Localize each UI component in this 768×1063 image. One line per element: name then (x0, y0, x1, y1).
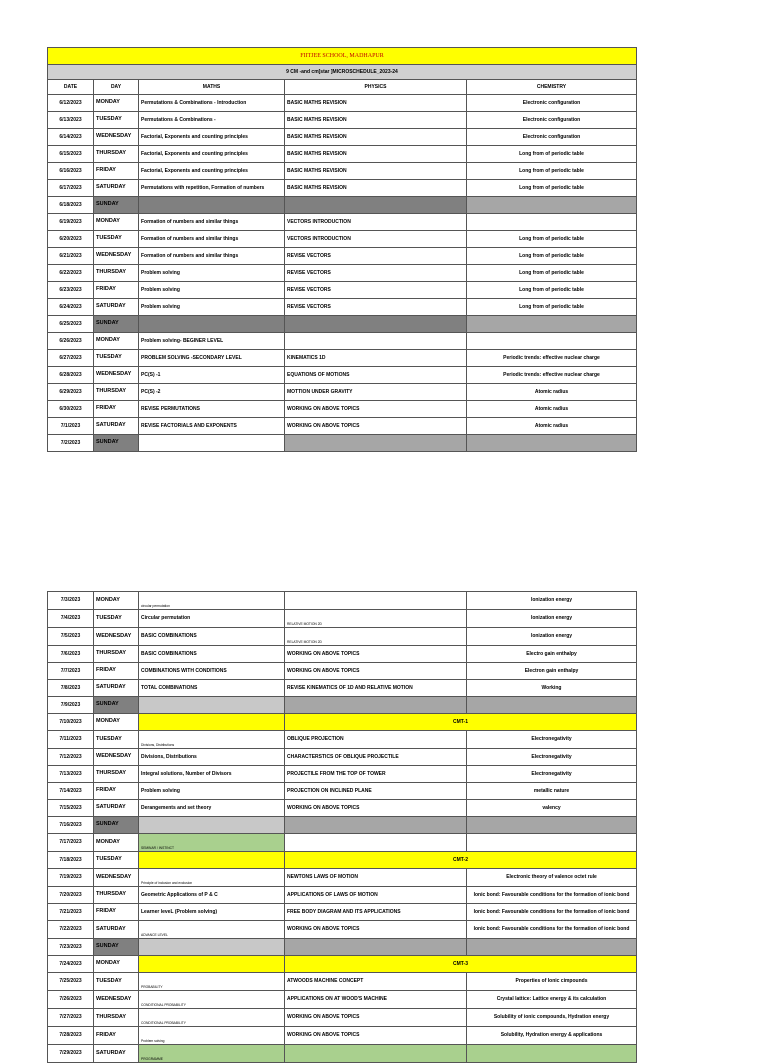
date-cell: 7/11/2023 (48, 731, 94, 749)
day-cell: TUESDAY (94, 112, 139, 129)
date-cell: 6/21/2023 (48, 248, 94, 265)
chemistry-cell (467, 834, 637, 852)
chemistry-cell (467, 316, 637, 333)
physics-cell: RELATIVE MOTION 2D (285, 610, 467, 628)
table-row (48, 146, 637, 163)
maths-cell: REVISE PERMUTATIONS (139, 401, 285, 418)
physics-cell: RELATIVE MOTION 2D (285, 628, 467, 646)
maths-cell: Permutations with repetition, Formation of numbers (139, 180, 285, 197)
day-cell: THURSDAY (94, 265, 139, 282)
table-row (48, 197, 637, 214)
table-row (48, 1045, 637, 1063)
chemistry-cell: Atomic radius (467, 401, 637, 418)
physics-cell (285, 435, 467, 452)
date-cell: 6/30/2023 (48, 401, 94, 418)
day-cell: SATURDAY (94, 680, 139, 697)
chemistry-cell (467, 697, 637, 714)
physics-cell: WORKING ON ABOVE TOPICS (285, 1009, 467, 1027)
chemistry-cell: Long from of periodic table (467, 248, 637, 265)
day-cell: MONDAY (94, 714, 139, 731)
maths-cell: Formation of numbers and similar things (139, 214, 285, 231)
table-row (48, 663, 637, 680)
maths-cell (139, 956, 285, 973)
date-cell: 6/22/2023 (48, 265, 94, 282)
chemistry-cell: Atomic radius (467, 384, 637, 401)
date-cell: 7/6/2023 (48, 646, 94, 663)
date-cell: 6/20/2023 (48, 231, 94, 248)
chemistry-cell (467, 197, 637, 214)
day-cell: SUNDAY (94, 817, 139, 834)
date-cell: 7/22/2023 (48, 921, 94, 939)
header-row (48, 80, 637, 95)
day-cell: WEDNESDAY (94, 749, 139, 766)
physics-cell (285, 316, 467, 333)
schedule-subtitle: 9 CM -and cm[star ]MICROSCHEDULE_2023-24 (48, 65, 637, 80)
table-row (48, 384, 637, 401)
date-cell: 7/17/2023 (48, 834, 94, 852)
date-cell: 7/8/2023 (48, 680, 94, 697)
date-cell: 7/15/2023 (48, 800, 94, 817)
date-cell: 6/28/2023 (48, 367, 94, 384)
maths-cell (139, 714, 285, 731)
physics-cell: WORKING ON ABOVE TOPICS (285, 646, 467, 663)
date-cell: 7/20/2023 (48, 887, 94, 904)
maths-cell: PROBLEM SOLVING -SECONDARY LEVEL (139, 350, 285, 367)
chemistry-cell (467, 435, 637, 452)
date-cell: 7/1/2023 (48, 418, 94, 435)
chemistry-cell: Long from of periodic table (467, 299, 637, 316)
subtitle-row (48, 65, 637, 80)
date-cell: 7/23/2023 (48, 939, 94, 956)
date-cell: 7/19/2023 (48, 869, 94, 887)
school-title-row (48, 48, 637, 65)
table-row (48, 333, 637, 350)
chemistry-cell: Periodic trends: effective nuclear charge (467, 367, 637, 384)
physics-cell: NEWTONS LAWS OF MOTION (285, 869, 467, 887)
maths-cell: Problem solving (139, 1027, 285, 1045)
day-cell: MONDAY (94, 95, 139, 112)
chemistry-cell: Properties of Ionic cimpounds (467, 973, 637, 991)
header-maths: MATHS (139, 80, 285, 95)
chemistry-cell: Atomic radius (467, 418, 637, 435)
chemistry-cell: Ionic bond: Favourable conditions for the formation of ionic bond (467, 887, 637, 904)
day-cell: FRIDAY (94, 282, 139, 299)
chemistry-cell: Electron gain enthalpy (467, 663, 637, 680)
date-cell: 6/18/2023 (48, 197, 94, 214)
date-cell: 6/15/2023 (48, 146, 94, 163)
day-cell: FRIDAY (94, 663, 139, 680)
day-cell: THURSDAY (94, 887, 139, 904)
physics-cell: REVISE VECTORS (285, 299, 467, 316)
day-cell: MONDAY (94, 592, 139, 610)
maths-cell: ADVANCE LEVEL (139, 921, 285, 939)
day-cell: MONDAY (94, 214, 139, 231)
day-cell: TUESDAY (94, 350, 139, 367)
maths-cell: Permutations & Combinations - (139, 112, 285, 129)
physics-cell: CHARACTERSTICS OF OBLIQUE PROJECTILE (285, 749, 467, 766)
table-row (48, 852, 637, 869)
date-cell: 7/12/2023 (48, 749, 94, 766)
chemistry-cell: Electronegativity (467, 766, 637, 783)
date-cell: 6/17/2023 (48, 180, 94, 197)
day-cell: FRIDAY (94, 783, 139, 800)
physics-cell: BASIC MATHS REVISION (285, 163, 467, 180)
date-cell: 6/27/2023 (48, 350, 94, 367)
table-row (48, 180, 637, 197)
table-row (48, 350, 637, 367)
maths-cell: circular permutation (139, 592, 285, 610)
physics-cell: MOTTION UNDER GRAVITY (285, 384, 467, 401)
table-row (48, 731, 637, 749)
maths-cell: Factorial, Exponents and counting principles (139, 163, 285, 180)
maths-cell: PC(S) -2 (139, 384, 285, 401)
physics-cell: CMT-1 (285, 714, 637, 731)
table-row (48, 401, 637, 418)
table-row (48, 869, 637, 887)
maths-cell: Derangements and set theory (139, 800, 285, 817)
table-row (48, 316, 637, 333)
physics-cell: PROJECTION ON INCLINED PLANE (285, 783, 467, 800)
maths-cell: PC(S) -1 (139, 367, 285, 384)
table-row (48, 749, 637, 766)
date-cell: 6/19/2023 (48, 214, 94, 231)
maths-cell: COMBINATIONS WITH CONDITIONS (139, 663, 285, 680)
maths-cell: Divisions, Distributions (139, 731, 285, 749)
header-chemistry: CHEMISTRY (467, 80, 637, 95)
table-row (48, 265, 637, 282)
chemistry-cell (467, 939, 637, 956)
chemistry-cell (467, 817, 637, 834)
chemistry-cell: Electronic configuration (467, 112, 637, 129)
day-cell: WEDNESDAY (94, 869, 139, 887)
maths-cell: Integral solutions, Number of Divisors (139, 766, 285, 783)
chemistry-cell: Ionic bond: Favourable conditions for the formation of ionic bond (467, 904, 637, 921)
day-cell: THURSDAY (94, 1009, 139, 1027)
physics-cell: WORKING ON ABOVE TOPICS (285, 800, 467, 817)
day-cell: TUESDAY (94, 231, 139, 248)
day-cell: TUESDAY (94, 973, 139, 991)
date-cell: 7/9/2023 (48, 697, 94, 714)
maths-cell (139, 435, 285, 452)
physics-cell: BASIC MATHS REVISION (285, 112, 467, 129)
date-cell: 7/21/2023 (48, 904, 94, 921)
day-cell: WEDNESDAY (94, 129, 139, 146)
day-cell: TUESDAY (94, 610, 139, 628)
maths-cell: TOTAL COMBINATIONS (139, 680, 285, 697)
date-cell: 6/23/2023 (48, 282, 94, 299)
table-row (48, 282, 637, 299)
maths-cell (139, 197, 285, 214)
physics-cell: WORKING ON ABOVE TOPICS (285, 1027, 467, 1045)
physics-cell: REVISE VECTORS (285, 282, 467, 299)
day-cell: FRIDAY (94, 1027, 139, 1045)
chemistry-cell: Periodic trends: effective nuclear charge (467, 350, 637, 367)
chemistry-cell: Solubility, Hydration energy & applications (467, 1027, 637, 1045)
chemistry-cell: Working (467, 680, 637, 697)
day-cell: THURSDAY (94, 646, 139, 663)
table-row (48, 714, 637, 731)
header-physics: PHYSICS (285, 80, 467, 95)
table-row (48, 1027, 637, 1045)
physics-cell (285, 939, 467, 956)
day-cell: SATURDAY (94, 418, 139, 435)
table-row (48, 214, 637, 231)
chemistry-cell: Ionization energy (467, 592, 637, 610)
date-cell: 6/16/2023 (48, 163, 94, 180)
maths-cell: Geometric Applications of P & C (139, 887, 285, 904)
table-row (48, 680, 637, 697)
date-cell: 7/4/2023 (48, 610, 94, 628)
chemistry-cell: Ionization energy (467, 610, 637, 628)
date-cell: 7/13/2023 (48, 766, 94, 783)
chemistry-cell: Electronic configuration (467, 129, 637, 146)
chemistry-cell: Solubility of ionic compounds, Hydration energy (467, 1009, 637, 1027)
physics-cell (285, 1045, 467, 1063)
table-row (48, 991, 637, 1009)
physics-cell: APPLICATIONS ON AT WOOD'S MACHINE (285, 991, 467, 1009)
day-cell: THURSDAY (94, 766, 139, 783)
date-cell: 7/29/2023 (48, 1045, 94, 1063)
maths-cell: Problem solving- BEGINER LEVEL (139, 333, 285, 350)
maths-cell: PROGRAMME (139, 1045, 285, 1063)
maths-cell: PROBABILITY (139, 973, 285, 991)
physics-cell: APPLICATIONS OF LAWS OF MOTION (285, 887, 467, 904)
table-row (48, 887, 637, 904)
date-cell: 7/26/2023 (48, 991, 94, 1009)
school-title: FIITJEE SCHOOL, MADHAPUR (48, 48, 637, 65)
chemistry-cell (467, 1045, 637, 1063)
physics-cell: REVISE VECTORS (285, 265, 467, 282)
table-row (48, 367, 637, 384)
chemistry-cell: valency (467, 800, 637, 817)
physics-cell: WORKING ON ABOVE TOPICS (285, 663, 467, 680)
date-cell: 6/25/2023 (48, 316, 94, 333)
day-cell: SUNDAY (94, 697, 139, 714)
maths-cell: CONDITIONAL PROBABILITY (139, 991, 285, 1009)
physics-cell: KINEMATICS 1D (285, 350, 467, 367)
table-row (48, 956, 637, 973)
date-cell: 6/29/2023 (48, 384, 94, 401)
chemistry-cell: Electronegativity (467, 749, 637, 766)
maths-cell: REVISE FACTORIALS AND EXPONENTS (139, 418, 285, 435)
physics-cell: BASIC MATHS REVISION (285, 180, 467, 197)
chemistry-cell: Electronic configuration (467, 95, 637, 112)
day-cell: FRIDAY (94, 904, 139, 921)
physics-cell (285, 817, 467, 834)
physics-cell: PROJECTILE FROM THE TOP OF TOWER (285, 766, 467, 783)
day-cell: SATURDAY (94, 800, 139, 817)
table-row (48, 299, 637, 316)
physics-cell (285, 697, 467, 714)
date-cell: 6/26/2023 (48, 333, 94, 350)
physics-cell: WORKING ON ABOVE TOPICS (285, 921, 467, 939)
date-cell: 7/5/2023 (48, 628, 94, 646)
table-row (48, 697, 637, 714)
maths-cell (139, 316, 285, 333)
day-cell: WEDNESDAY (94, 367, 139, 384)
chemistry-cell: Long from of periodic table (467, 163, 637, 180)
day-cell: SUNDAY (94, 939, 139, 956)
date-cell: 7/16/2023 (48, 817, 94, 834)
table-row (48, 435, 637, 452)
chemistry-cell: Long from of periodic table (467, 282, 637, 299)
maths-cell: BASIC COMBINATIONS (139, 628, 285, 646)
maths-cell: Problem solving (139, 783, 285, 800)
date-cell: 7/14/2023 (48, 783, 94, 800)
chemistry-cell (467, 214, 637, 231)
date-cell: 6/13/2023 (48, 112, 94, 129)
schedule-table-july (47, 591, 637, 1063)
day-cell: FRIDAY (94, 401, 139, 418)
date-cell: 7/24/2023 (48, 956, 94, 973)
maths-cell: CONDITIONAL PROBABILITY (139, 1009, 285, 1027)
maths-cell: Formation of numbers and similar things (139, 231, 285, 248)
chemistry-cell: Electro gain enthalpy (467, 646, 637, 663)
day-cell: MONDAY (94, 333, 139, 350)
day-cell: SATURDAY (94, 1045, 139, 1063)
header-date: DATE (48, 80, 94, 95)
date-cell: 7/7/2023 (48, 663, 94, 680)
day-cell: SUNDAY (94, 435, 139, 452)
table-row (48, 783, 637, 800)
physics-cell: VECTORS INTRODUCTION (285, 214, 467, 231)
maths-cell: Formation of numbers and similar things (139, 248, 285, 265)
table-row (48, 129, 637, 146)
physics-cell: EQUATIONS OF MOTIONS (285, 367, 467, 384)
day-cell: SATURDAY (94, 180, 139, 197)
day-cell: MONDAY (94, 956, 139, 973)
day-cell: TUESDAY (94, 852, 139, 869)
day-cell: FRIDAY (94, 163, 139, 180)
physics-cell: BASIC MATHS REVISION (285, 146, 467, 163)
maths-cell: SEMINAR / INSTINCT (139, 834, 285, 852)
date-cell: 6/12/2023 (48, 95, 94, 112)
table-row (48, 592, 637, 610)
table-row (48, 973, 637, 991)
maths-cell (139, 817, 285, 834)
day-cell: THURSDAY (94, 384, 139, 401)
date-cell: 7/28/2023 (48, 1027, 94, 1045)
physics-cell: OBLIQUE PROJECTION (285, 731, 467, 749)
chemistry-cell: metallic nature (467, 783, 637, 800)
maths-cell: Factorial, Exponents and counting principles (139, 146, 285, 163)
day-cell: SUNDAY (94, 197, 139, 214)
maths-cell (139, 697, 285, 714)
physics-cell (285, 592, 467, 610)
chemistry-cell: Crystal lattice: Lattice energy & its calculation (467, 991, 637, 1009)
day-cell: SATURDAY (94, 299, 139, 316)
maths-cell (139, 852, 285, 869)
chemistry-cell: Ionization energy (467, 628, 637, 646)
date-cell: 7/2/2023 (48, 435, 94, 452)
chemistry-cell: Long from of periodic table (467, 231, 637, 248)
physics-cell (285, 834, 467, 852)
physics-cell (285, 197, 467, 214)
physics-cell: CMT-3 (285, 956, 637, 973)
physics-cell: FREE BODY DIAGRAM AND ITS APPLICATIONS (285, 904, 467, 921)
maths-cell: Problem solving (139, 282, 285, 299)
header-day: DAY (94, 80, 139, 95)
physics-cell: BASIC MATHS REVISION (285, 95, 467, 112)
date-cell: 7/25/2023 (48, 973, 94, 991)
chemistry-cell: Ionic bond: Favourable conditions for the formation of ionic bond (467, 921, 637, 939)
day-cell: SATURDAY (94, 921, 139, 939)
maths-cell: Learner leveL (Problem solving) (139, 904, 285, 921)
day-cell: SUNDAY (94, 316, 139, 333)
table-row (48, 248, 637, 265)
maths-cell: Circular permutation (139, 610, 285, 628)
maths-cell: Permutations & Combinations - Introduction (139, 95, 285, 112)
table-row (48, 904, 637, 921)
table-row (48, 817, 637, 834)
maths-cell: Divisions, Distributions (139, 749, 285, 766)
chemistry-cell: Electronegativity (467, 731, 637, 749)
physics-cell: CMT-2 (285, 852, 637, 869)
table-row (48, 834, 637, 852)
table-row (48, 646, 637, 663)
physics-cell: ATWOODS MACHINE CONCEPT (285, 973, 467, 991)
date-cell: 6/24/2023 (48, 299, 94, 316)
day-cell: WEDNESDAY (94, 628, 139, 646)
physics-cell: VECTORS INTRODUCTION (285, 231, 467, 248)
table-row (48, 921, 637, 939)
table-row (48, 231, 637, 248)
chemistry-cell: Long from of periodic table (467, 265, 637, 282)
chemistry-cell: Long from of periodic table (467, 180, 637, 197)
maths-cell: Factorial, Exponents and counting principles (139, 129, 285, 146)
table-row (48, 95, 637, 112)
date-cell: 7/3/2023 (48, 592, 94, 610)
physics-cell: REVISE KINEMATICS OF 1D AND RELATIVE MOTION (285, 680, 467, 697)
physics-cell: WORKING ON ABOVE TOPICS (285, 401, 467, 418)
date-cell: 7/10/2023 (48, 714, 94, 731)
day-cell: TUESDAY (94, 731, 139, 749)
table-row (48, 418, 637, 435)
date-cell: 7/27/2023 (48, 1009, 94, 1027)
physics-cell (285, 333, 467, 350)
table-row (48, 939, 637, 956)
schedule-table-june (47, 47, 637, 452)
physics-cell: WORKING ON ABOVE TOPICS (285, 418, 467, 435)
maths-cell: BASIC COMBINATIONS (139, 646, 285, 663)
chemistry-cell (467, 333, 637, 350)
physics-cell: BASIC MATHS REVISION (285, 129, 467, 146)
table-row (48, 112, 637, 129)
chemistry-cell: Electronic theory of valence octet rule (467, 869, 637, 887)
table-row (48, 766, 637, 783)
maths-cell: Principle of inclusion and exclusion (139, 869, 285, 887)
table-row (48, 628, 637, 646)
maths-cell (139, 939, 285, 956)
date-cell: 6/14/2023 (48, 129, 94, 146)
date-cell: 7/18/2023 (48, 852, 94, 869)
physics-cell: REVISE VECTORS (285, 248, 467, 265)
day-cell: THURSDAY (94, 146, 139, 163)
table-row (48, 800, 637, 817)
chemistry-cell: Long from of periodic table (467, 146, 637, 163)
day-cell: WEDNESDAY (94, 991, 139, 1009)
table-row (48, 610, 637, 628)
maths-cell: Problem solving (139, 265, 285, 282)
day-cell: WEDNESDAY (94, 248, 139, 265)
maths-cell: Problem solving (139, 299, 285, 316)
day-cell: MONDAY (94, 834, 139, 852)
table-row (48, 163, 637, 180)
